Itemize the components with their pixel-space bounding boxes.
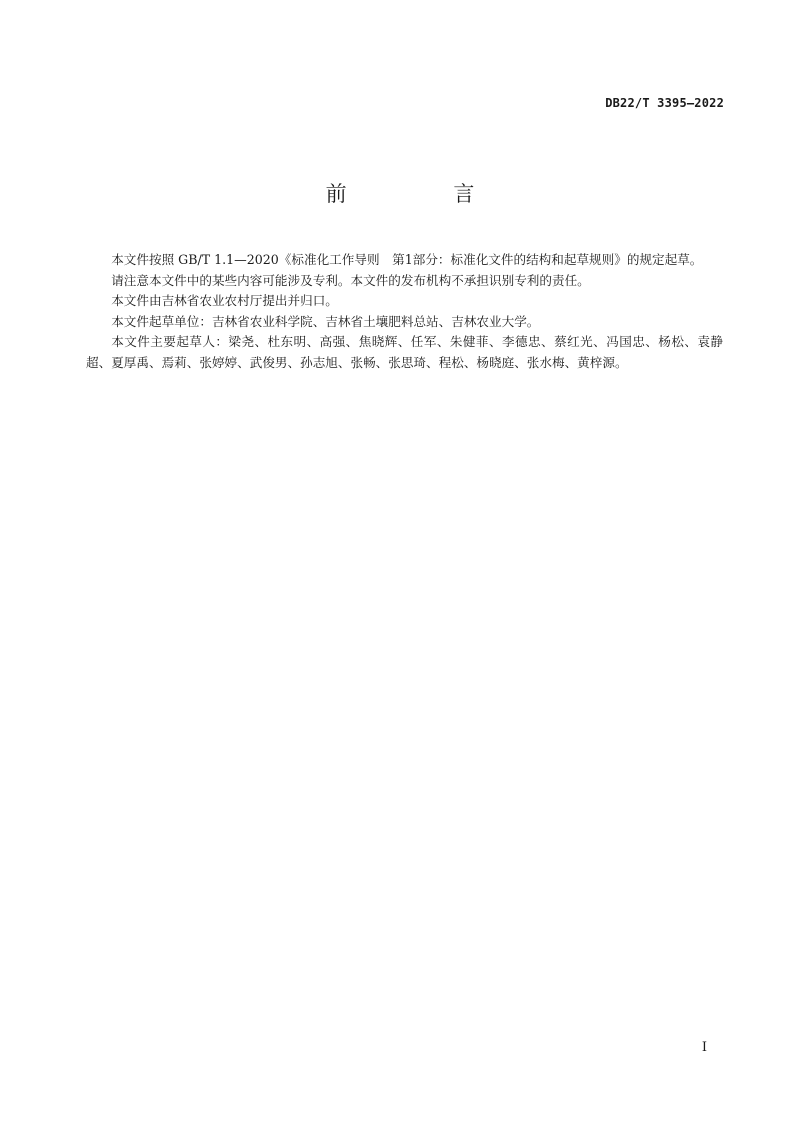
page-number: I — [701, 1040, 707, 1055]
paragraph-proposer: 本文件由吉林省农业农村厅提出并归口。 — [111, 293, 338, 308]
page-title: 前 言 — [325, 182, 525, 206]
paragraph-drafting-units: 本文件起草单位：吉林省农业科学院、吉林省土壤肥料总站、吉林农业大学。 — [111, 313, 540, 329]
foreword-body — [86, 250, 723, 373]
standard-code: DB22/T 3395—2022 — [605, 96, 724, 110]
paragraph-drafting-rules: 本文件按照 GB/T 1.1—2020《标准化工作导则 第1部分：标准化文件的结构和起草规则》的规定起草。 — [111, 252, 703, 267]
paragraph-drafters: 本文件主要起草人：梁尧、杜东明、高强、焦晓辉、任军、朱健菲、李德忠、蔡红光、冯国忠、杨松、袁静超、夏厚禹、焉莉、张婷婷、武俊男、孙志旭、张畅、张思琦、程松、杨晓庭、张水梅、黄梓源。 — [86, 334, 723, 370]
paragraph-patent-notice: 请注意本文件中的某些内容可能涉及专利。本文件的发布机构不承担识别专利的责任。 — [111, 272, 590, 288]
